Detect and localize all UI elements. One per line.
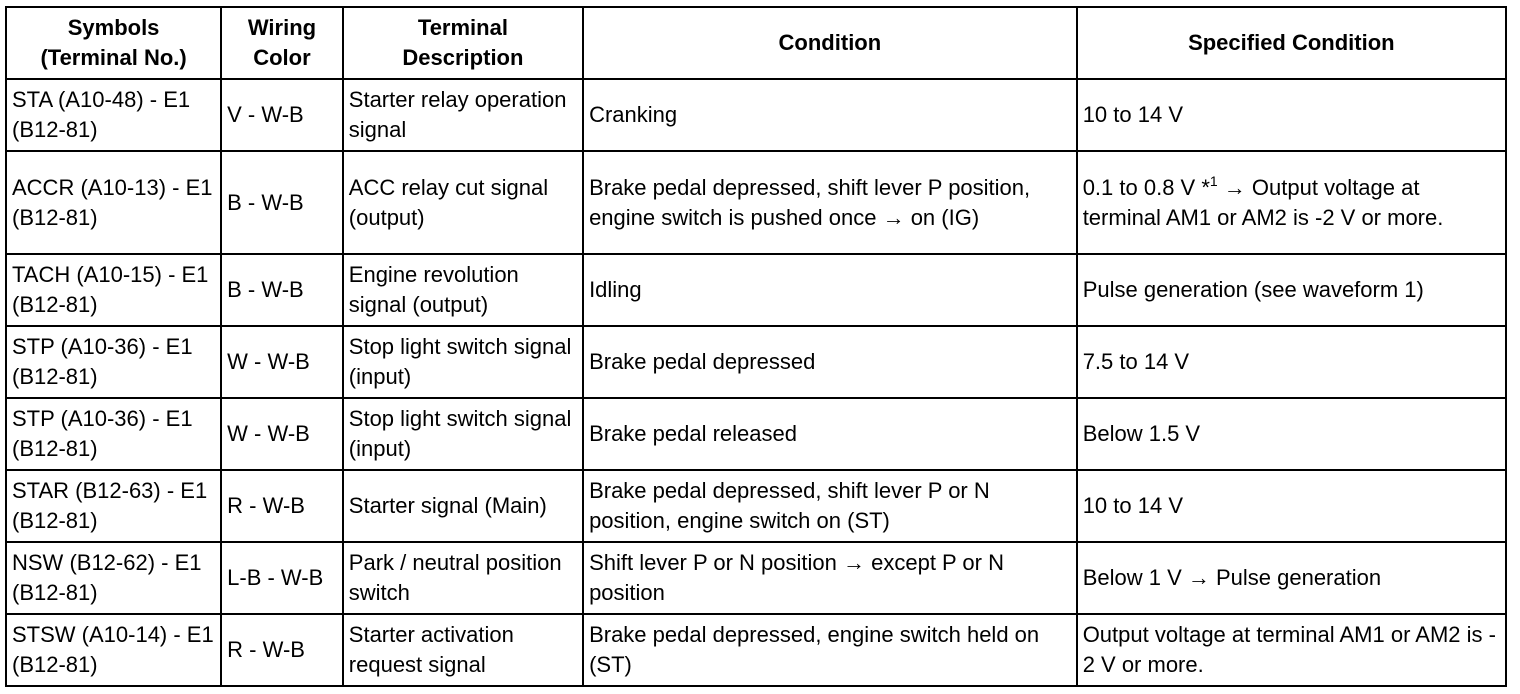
header-desc-line1: Terminal xyxy=(417,15,508,40)
cell-symbols: STAR (B12-63) - E1 (B12-81) xyxy=(6,470,221,542)
cell-condition: Idling xyxy=(583,254,1077,326)
cell-specified-condition: Output voltage at terminal AM1 or AM2 is - 2 V or more. xyxy=(1077,614,1506,686)
cell-condition: Brake pedal depressed, shift lever P position, engine switch is pushed once → on (IG) xyxy=(583,151,1077,254)
cell-terminal-description: Stop light switch signal (input) xyxy=(343,326,583,398)
table-row xyxy=(6,398,1506,470)
footnote-marker: 1 xyxy=(1209,172,1218,189)
header-wiring-line1: Wiring xyxy=(247,15,317,40)
table-row xyxy=(6,470,1506,542)
header-specified-condition: Specified Condition xyxy=(1077,7,1506,79)
cell-symbols: TACH (A10-15) - E1 (B12-81) xyxy=(6,254,221,326)
spec-table-wrapper xyxy=(5,6,1507,687)
cell-symbols: STP (A10-36) - E1 (B12-81) xyxy=(6,326,221,398)
header-symbols xyxy=(6,7,221,79)
cell-specified-condition: Pulse generation (see waveform 1) xyxy=(1077,254,1506,326)
cell-specified-condition: 7.5 to 14 V xyxy=(1077,326,1506,398)
cell-terminal-description: Starter activation request signal xyxy=(343,614,583,686)
cell-condition: Cranking xyxy=(583,79,1077,151)
header-symbols-line1: Symbols xyxy=(67,15,160,40)
cell-terminal-description: ACC relay cut signal (output) xyxy=(343,151,583,254)
cell-condition: Brake pedal depressed, shift lever P or N position, engine switch on (ST) xyxy=(583,470,1077,542)
table-header-row xyxy=(6,7,1506,79)
cell-specified-condition: 10 to 14 V xyxy=(1077,470,1506,542)
cell-symbols: STSW (A10-14) - E1 (B12-81) xyxy=(6,614,221,686)
cell-symbols: STA (A10-48) - E1 (B12-81) xyxy=(6,79,221,151)
cell-wiring-color: V - W-B xyxy=(221,79,343,151)
cell-wiring-color: L-B - W-B xyxy=(221,542,343,614)
header-desc-line2: Description xyxy=(402,45,524,70)
cell-specified-condition: 10 to 14 V xyxy=(1077,79,1506,151)
cell-condition: Brake pedal released xyxy=(583,398,1077,470)
cell-terminal-description: Stop light switch signal (input) xyxy=(343,398,583,470)
spec-text-post: → Output voltage at terminal AM1 or AM2 is -2 V or more. xyxy=(1082,174,1444,230)
cell-symbols: NSW (B12-62) - E1 (B12-81) xyxy=(6,542,221,614)
cell-wiring-color: W - W-B xyxy=(221,398,343,470)
cell-wiring-color: R - W-B xyxy=(221,470,343,542)
cell-specified-condition: Below 1.5 V xyxy=(1077,398,1506,470)
cell-wiring-color: B - W-B xyxy=(221,151,343,254)
header-wiring-line2: Color xyxy=(253,45,311,70)
header-condition: Condition xyxy=(583,7,1077,79)
header-terminal-description xyxy=(343,7,583,79)
table-row xyxy=(6,326,1506,398)
table-row xyxy=(6,254,1506,326)
cell-terminal-description: Starter relay operation signal xyxy=(343,79,583,151)
cell-specified-condition: Below 1 V → Pulse generation xyxy=(1077,542,1506,614)
cell-symbols: ACCR (A10-13) - E1 (B12-81) xyxy=(6,151,221,254)
cell-condition: Brake pedal depressed xyxy=(583,326,1077,398)
header-wiring-color xyxy=(221,7,343,79)
table-row xyxy=(6,542,1506,614)
terminal-spec-table xyxy=(5,6,1507,687)
cell-specified-condition xyxy=(1077,151,1506,254)
header-symbols-line2: (Terminal No.) xyxy=(40,45,187,70)
table-row xyxy=(6,614,1506,686)
table-row xyxy=(6,151,1506,254)
table-row xyxy=(6,79,1506,151)
cell-terminal-description: Starter signal (Main) xyxy=(343,470,583,542)
cell-wiring-color: W - W-B xyxy=(221,326,343,398)
cell-terminal-description: Park / neutral position switch xyxy=(343,542,583,614)
cell-wiring-color: R - W-B xyxy=(221,614,343,686)
cell-wiring-color: B - W-B xyxy=(221,254,343,326)
spec-text-pre: 0.1 to 0.8 V * xyxy=(1082,174,1210,200)
cell-condition: Shift lever P or N position → except P or N position xyxy=(583,542,1077,614)
cell-condition: Brake pedal depressed, engine switch held on (ST) xyxy=(583,614,1077,686)
cell-terminal-description: Engine revolution signal (output) xyxy=(343,254,583,326)
cell-symbols: STP (A10-36) - E1 (B12-81) xyxy=(6,398,221,470)
